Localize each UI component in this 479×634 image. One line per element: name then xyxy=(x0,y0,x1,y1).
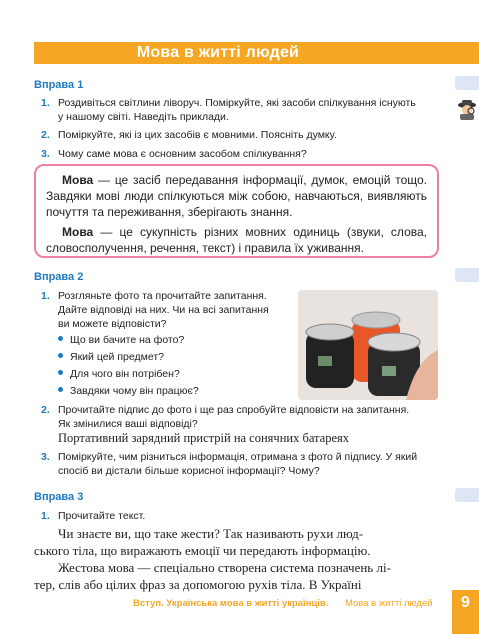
term: Мова xyxy=(62,225,94,239)
item-number: 1. xyxy=(41,97,50,109)
bullet-dot xyxy=(58,370,63,375)
item-text xyxy=(58,403,409,431)
item-number: 3. xyxy=(41,148,50,160)
line: у нашому світі. Наведіть приклади. xyxy=(58,111,229,123)
bullet-text: Завдяки чому він працює? xyxy=(70,385,199,397)
question-bullet xyxy=(58,384,199,398)
text-line: ського тіла, що виражають емоції чи передають інформацію. xyxy=(34,543,371,558)
bullet-text: Що ви бачите на фото? xyxy=(70,334,185,346)
item-number: 1. xyxy=(41,290,50,302)
side-tab xyxy=(455,76,479,90)
question-bullet xyxy=(58,333,184,347)
line: Розгляньте фото та прочитайте запитання. xyxy=(58,290,267,302)
bullet-dot xyxy=(58,336,63,341)
line: спосіб ви дістали більше корисної інформації? Чому? xyxy=(58,465,320,477)
definition-text: — це сукупність різних мовних одиниць (звуки, слова, словосполучення, речення, текст) і правила їх уживання. xyxy=(46,225,427,255)
line: Роздивіться світлини ліворуч. Поміркуйте, які засоби спілкування існують xyxy=(58,97,416,109)
question-bullet xyxy=(58,350,164,364)
photo-caption: Портативний зарядний пристрій на сонячних батареях xyxy=(58,431,350,445)
item-text xyxy=(58,450,417,478)
footer-section: Вступ. Українська мова в житті українців. xyxy=(133,598,329,609)
side-tab xyxy=(455,268,479,282)
exercise-2-title: Вправа 2 xyxy=(34,271,84,283)
bullet-text: Який цей предмет? xyxy=(70,351,164,363)
footer-topic: Мова в житті людей xyxy=(345,598,433,609)
reading-text xyxy=(34,525,439,593)
item-number: 2. xyxy=(41,129,50,141)
line: Як змінилися ваші відповіді? xyxy=(58,418,198,430)
text-line: Жестова мова — спеціально створена система позначень лі- xyxy=(58,560,391,575)
item-text xyxy=(58,96,416,124)
definition-text: — це засіб передавання інформації, думок, емоцій тощо. Завдяки мові люди спілкуються між собою, навчаються, виявляють почуття та переживання, зберігають знання. xyxy=(46,173,427,219)
item-text: Поміркуйте, які із цих засобів є мовними. Поясніть думку. xyxy=(58,129,337,141)
definition-paragraph-1 xyxy=(46,172,427,220)
text-line: Чи знаєте ви, що таке жести? Так називають рухи люд- xyxy=(58,526,364,541)
line: ви можете відповісти? xyxy=(58,318,167,330)
definition-paragraph-2 xyxy=(46,224,427,256)
exercise-1-title: Вправа 1 xyxy=(34,79,84,91)
item-text: Прочитайте текст. xyxy=(58,510,146,522)
question-bullet xyxy=(58,367,180,381)
side-tab xyxy=(455,488,479,502)
definition-box xyxy=(34,164,439,258)
text-line: тер, слів або цілих фраз за допомогою рухів тіла. В Україні xyxy=(34,577,362,592)
page-title: Мова в житті людей xyxy=(136,44,300,61)
term: Мова xyxy=(62,173,94,187)
item-text: Чому саме мова є основним засобом спілкування? xyxy=(58,148,307,160)
item-number: 2. xyxy=(41,404,50,416)
solar-charger-photo xyxy=(298,290,438,400)
item-text xyxy=(58,289,269,331)
line: Прочитайте підпис до фото і ще раз спробуйте відповісти на запитання. xyxy=(58,404,410,416)
detective-icon xyxy=(456,98,478,120)
page-number: 9 xyxy=(461,594,470,611)
line: Поміркуйте, чим різниться інформація, отримана з фото й підпису. У який xyxy=(58,451,418,463)
exercise-3-title: Вправа 3 xyxy=(34,491,84,503)
bullet-dot xyxy=(58,387,63,392)
bullet-dot xyxy=(58,353,63,358)
line: Дайте відповіді на них. Чи на всі запитання xyxy=(58,304,269,316)
bullet-text: Для чого він потрібен? xyxy=(70,368,180,380)
item-number: 1. xyxy=(41,510,50,522)
item-number: 3. xyxy=(41,451,50,463)
solar-charger-illustration xyxy=(298,290,438,400)
